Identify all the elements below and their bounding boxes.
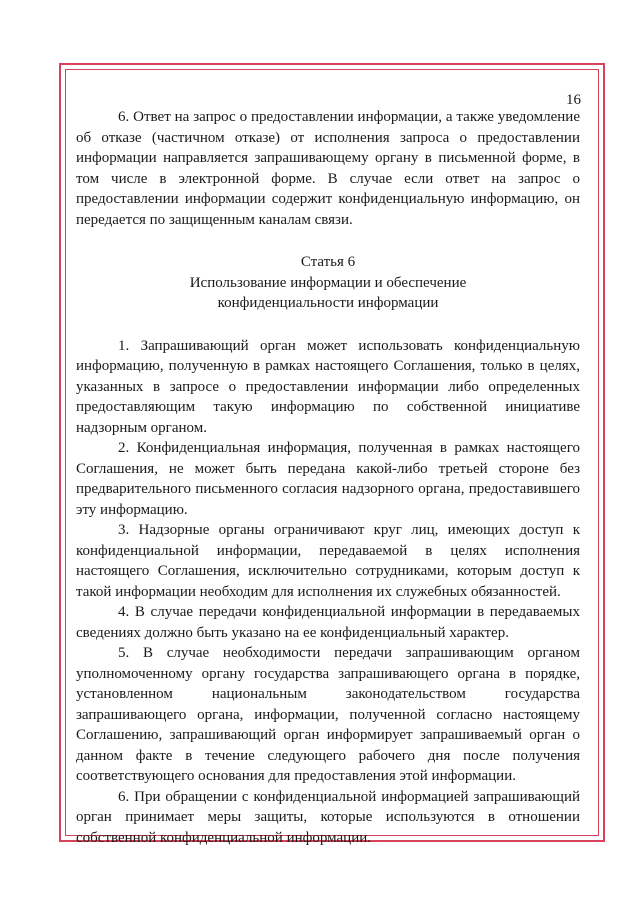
paragraph-response-item-6: 6. Ответ на запрос о предоставлении информации, а также уведомление об отказе (частичном отказе) от исполнения запроса о предоставлении информации направляется запрашивающему органу в письменной форме, в том числе в электронной форме. В случае если ответ на запрос о предоставлении информации содержит конфиденциальную информацию, он передается по защищенным каналам связи.	[76, 109, 580, 228]
article-number: Статья 6	[300, 254, 356, 270]
article-paragraph-2: 2. Конфиденциальная информация, полученная в рамках настоящего Соглашения, не может быть передана какой-либо третьей стороне без предварительного письменного согласия надзорного органа, предоставившего эту информацию.	[76, 440, 580, 518]
article-paragraph-3: 3. Надзорные органы ограничивают круг лиц, имеющих доступ к конфиденциальной информации, передаваемой в целях исполнения настоящего Соглашения, исключительно сотрудниками, которым доступ к такой информации необходим для исполнения их служебных обязанностей.	[76, 522, 580, 600]
article-heading	[76, 252, 580, 314]
article-paragraph-5: 5. В случае необходимости передачи запрашивающим органом уполномоченному органу государства запрашивающего органа в порядке, установленном национальным законодательством государства запрашивающего органа, информации, полученной согласно настоящему Соглашению, запрашивающий орган информирует запрашиваемый орган о данном факте в течение следующего рабочего дня после получения соответствующего основания для предоставления этой информации.	[76, 645, 580, 784]
article-paragraph-6: 6. При обращении с конфиденциальной информацией запрашивающий орган принимает меры защиты, которые используются в отношении собственной конфиденциальной информации.	[76, 788, 580, 846]
article-title-line-2: конфиденциальности информации	[217, 295, 439, 311]
article-paragraph-4: 4. В случае передачи конфиденциальной информации в передаваемых сведениях должно быть указано на ее конфиденциальный характер.	[76, 604, 580, 641]
page-number: 16	[566, 92, 581, 108]
article-paragraph-1: 1. Запрашивающий орган может использовать конфиденциальную информацию, полученную в рамках настоящего Соглашения, только в целях, указанных в запросе о предоставлении информации либо определенных предоставляющим такую информацию по собственной инициативе надзорным органом.	[76, 337, 580, 436]
article-title-line-1: Использование информации и обеспечение	[189, 274, 467, 291]
document-body	[76, 107, 580, 848]
